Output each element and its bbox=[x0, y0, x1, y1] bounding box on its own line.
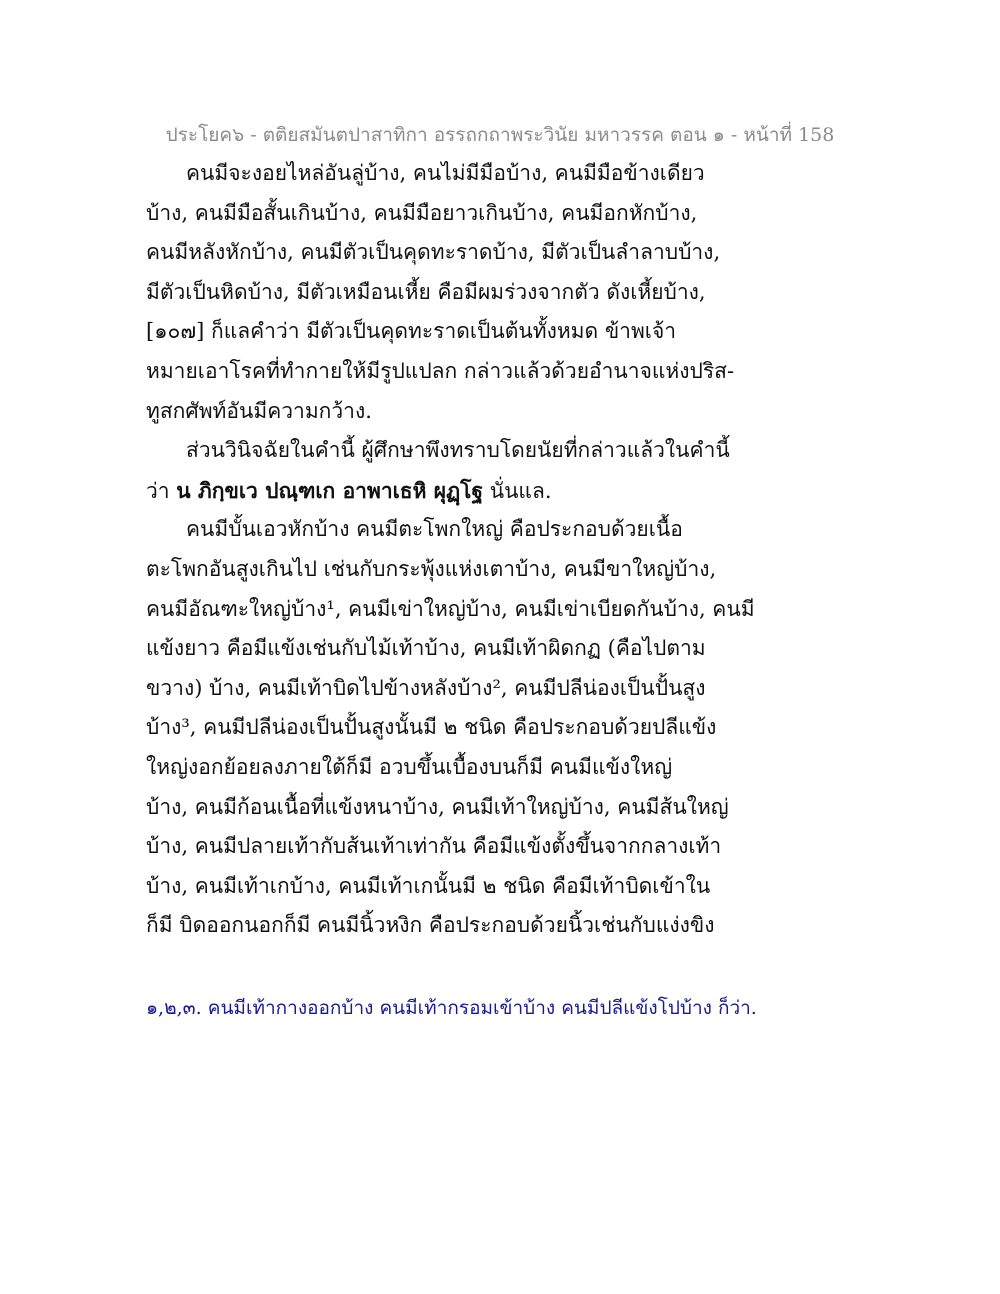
paragraph-2-line: ส่วนวินิจฉัยในคำนี้ ผู้ศึกษาพึงทราบโดยนัยที่กล่าวแล้วในคำนี้ bbox=[186, 438, 730, 463]
paragraph-1-line: คนมีจะงอยไหล่อันลู่บ้าง, คนไม่มีมือบ้าง, คนมีมือข้างเดียว bbox=[186, 161, 705, 185]
paragraph-3-line: บ้าง, คนมีปลายเท้ากับส้นเท้าเท่ากัน คือมีแข้งตั้งขึ้นจากกลางเท้า bbox=[146, 834, 722, 859]
paragraph-3-line: บ้าง³, คนมีปลีน่องเป็นปั้นสูงนั้นมี ๒ ชนิด คือประกอบด้วยปลีแข้ง bbox=[146, 715, 717, 740]
paragraph-1-line: ทูสกศัพท์อันมีความกว้าง. bbox=[146, 398, 372, 423]
paragraph-3-line: ก็มี บิดออกนอกก็มี คนมีนิ้วหงิก คือประกอบด้วยนิ้วเช่นกับแง่งขิง bbox=[146, 913, 715, 938]
paragraph-1-line: หมายเอาโรคที่ทำกายให้มีรูปแปลก กล่าวแล้วด้วยอำนาจแห่งปริส- bbox=[146, 358, 735, 383]
pali-suffix: นั่นแล. bbox=[483, 478, 552, 503]
paragraph-3-line: ตะโพกอันสูงเกินไป เช่นกับกระพุ้งแห่งเตาบ้าง, คนมีขาใหญ่บ้าง, bbox=[146, 556, 717, 581]
footnote: ๑,๒,๓. คนมีเท้ากางออกบ้าง คนมีเท้ากรอมเข้าบ้าง คนมีปลีแข้งโปบ้าง ก็ว่า. bbox=[146, 997, 757, 1019]
paragraph-3-line: ขวาง) บ้าง, คนมีเท้าบิดไปข้างหลังบ้าง², คนมีปลีน่องเป็นปั้นสูง bbox=[146, 675, 706, 700]
paragraph-1-line: [๑๐๗] ก็แลคำว่า มีตัวเป็นคุดทะราดเป็นต้นทั้งหมด ข้าพเจ้า bbox=[146, 319, 677, 344]
page-header: ประโยค๖ - ตติยสมันตปาสาทิกา อรรถกถาพระวินัย มหาวรรค ตอน ๑ - หน้าที่ 158 bbox=[165, 124, 835, 146]
paragraph-2-line bbox=[146, 471, 706, 511]
paragraph-3-line: บ้าง, คนมีเท้าเกบ้าง, คนมีเท้าเกนั้นมี ๒ ชนิด คือมีเท้าบิดเข้าใน bbox=[146, 873, 711, 898]
pali-prefix: ว่า bbox=[146, 478, 177, 503]
paragraph-3-line: แข้งยาว คือมีแข้งเช่นกับไม้เท้าบ้าง, คนมีเท้าผิดกฏ (คือไปตาม bbox=[146, 636, 706, 661]
paragraph-3-line: คนมีอัณฑะใหญ่บ้าง¹, คนมีเข่าใหญ่บ้าง, คนมีเข่าเบียดกันบ้าง, คนมี bbox=[146, 596, 755, 621]
paragraph-3-line: คนมีบั้นเอวหักบ้าง คนมีตะโพกใหญ่ คือประกอบด้วยเนื้อ bbox=[186, 517, 683, 542]
paragraph-1-line: มีตัวเป็นหิดบ้าง, มีตัวเหมือนเหี้ย คือมีผมร่วงจากตัว ดังเหี้ยบ้าง, bbox=[146, 279, 706, 304]
paragraph-1-line: คนมีหลังหักบ้าง, คนมีตัวเป็นคุดทะราดบ้าง, มีตัวเป็นลำลาบบ้าง, bbox=[146, 240, 721, 265]
pali-quote: น ภิกฺขเว ปณฺฑเก อาพาเธหิ ผุฏฺโฐ bbox=[176, 477, 484, 503]
paragraph-3-line: ใหญ่งอกย้อยลงภายใต้ก็มี อวบขึ้นเบื้องบนก็มี คนมีแข้งใหญ่ bbox=[146, 754, 673, 779]
body-text bbox=[146, 154, 755, 946]
paragraph-3-line: บ้าง, คนมีก้อนเนื้อที่แข้งหนาบ้าง, คนมีเท้าใหญ่บ้าง, คนมีส้นใหญ่ bbox=[146, 794, 729, 819]
paragraph-1-line: บ้าง, คนมีมือสั้นเกินบ้าง, คนมีมือยาวเกินบ้าง, คนมีอกหักบ้าง, bbox=[146, 200, 698, 225]
